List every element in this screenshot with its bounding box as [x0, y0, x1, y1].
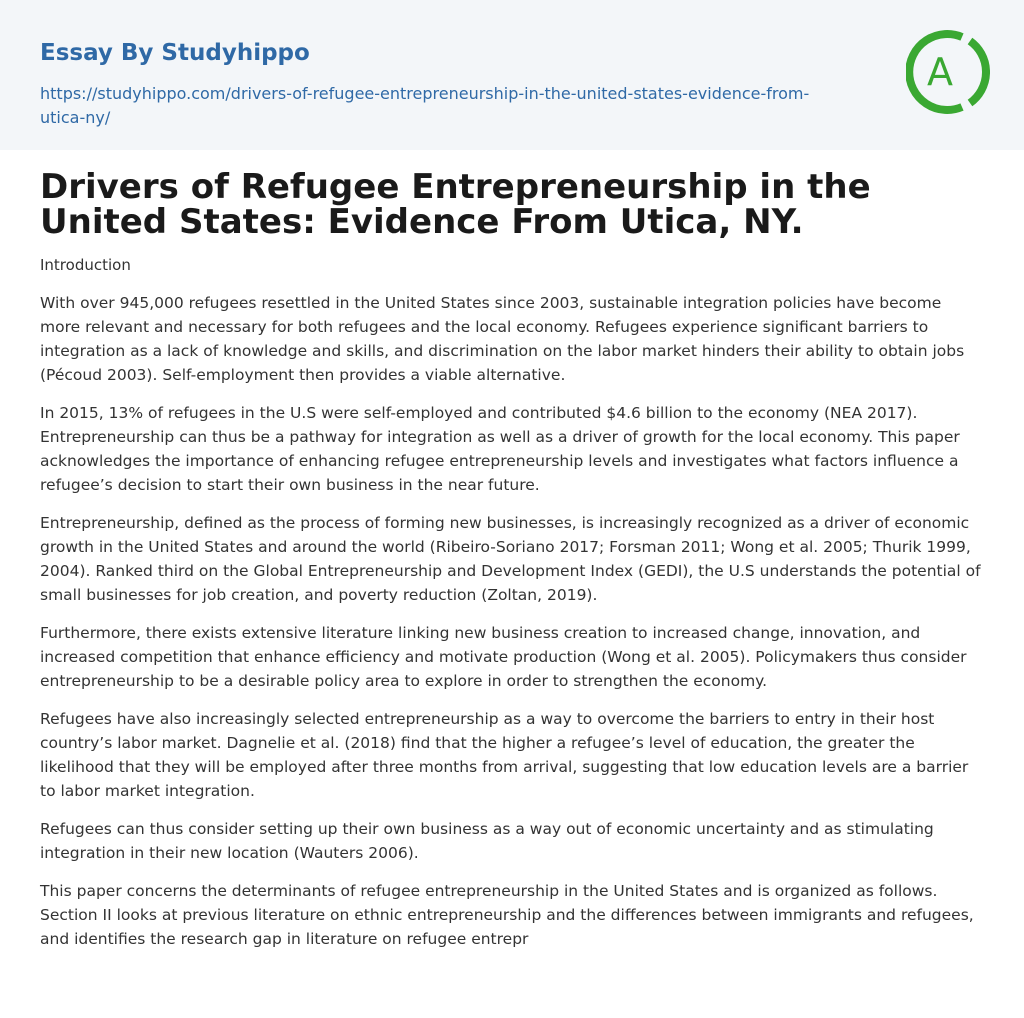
paragraph-2: In 2015, 13% of refugees in the U.S were self-employed and contributed $4.6 billion to the economy (NEA 2017). Entrepreneurship can thus be a pathway for integration as well as a driver of growth for the local economy. This paper acknowledges the importance of enhancing refugee entrepreneurship levels and investigates what factors influence a refugee’s decision to start their own business in the near future. — [40, 404, 960, 494]
site-header — [0, 0, 1024, 150]
paragraph-4: Furthermore, there exists extensive literature linking new business creation to increased change, innovation, and increased competition that enhance efficiency and motivate production (Wong et al. 2005). Policymakers thus consider entrepreneurship to be a desirable policy area to explore in order to strengthen the economy. — [40, 624, 967, 690]
paragraph-3: Entrepreneurship, defined as the process of forming new businesses, is increasingly recognized as a driver of economic growth in the United States and around the world (Ribeiro-Soriano 2017; Forsman 2011; Wong et al. 2005; Thurik 1999, 2004). Ranked third on the Global Entrepreneurship and Development Index (GEDI), the U.S understands the potential of small businesses for job creation, and poverty reduction (Zoltan, 2019). — [40, 514, 981, 604]
section-heading: Introduction — [40, 256, 131, 274]
paragraph-5: Refugees have also increasingly selected entrepreneurship as a way to overcome the barriers to entry in their host country’s labor market. Dagnelie et al. (2018) find that the higher a refugee’s level of education, the greater the likelihood that they will be employed after three months from arrival, suggesting that low education levels are a barrier to labor market integration. — [40, 710, 969, 800]
essay-content — [40, 167, 984, 951]
logo-letter: A — [927, 50, 953, 94]
paragraph-6: Refugees can thus consider setting up their own business as a way out of economic uncertainty and as stimulating integration in their new location (Wauters 2006). — [40, 820, 934, 862]
paragraph-1: With over 945,000 refugees resettled in the United States since 2003, sustainable integration policies have become more relevant and necessary for both refugees and the local economy. Refugees experience significant barriers to integration as a lack of knowledge and skills, and discrimination on the labor market hinders their ability to obtain jobs (Pécoud 2003). Self-employment then provides a viable alternative. — [40, 294, 965, 384]
studyhippo-logo-icon[interactable] — [906, 28, 990, 116]
essay-url-link[interactable]: https://studyhippo.com/drivers-of-refugee-entrepreneurship-in-the-united-states-evidence-from-utica-ny/ — [40, 84, 810, 127]
site-brand[interactable]: Essay By Studyhippo — [40, 40, 310, 66]
paragraph-7: This paper concerns the determinants of refugee entrepreneurship in the United States and is organized as follows. Section II looks at previous literature on ethnic entrepreneurship and the differences between immigrants and refugees, and identifies the research gap in literature on refugee entrepr — [40, 882, 974, 948]
essay-title: Drivers of Refugee Entrepreneurship in the United States: Evidence From Utica, NY. — [40, 167, 871, 242]
